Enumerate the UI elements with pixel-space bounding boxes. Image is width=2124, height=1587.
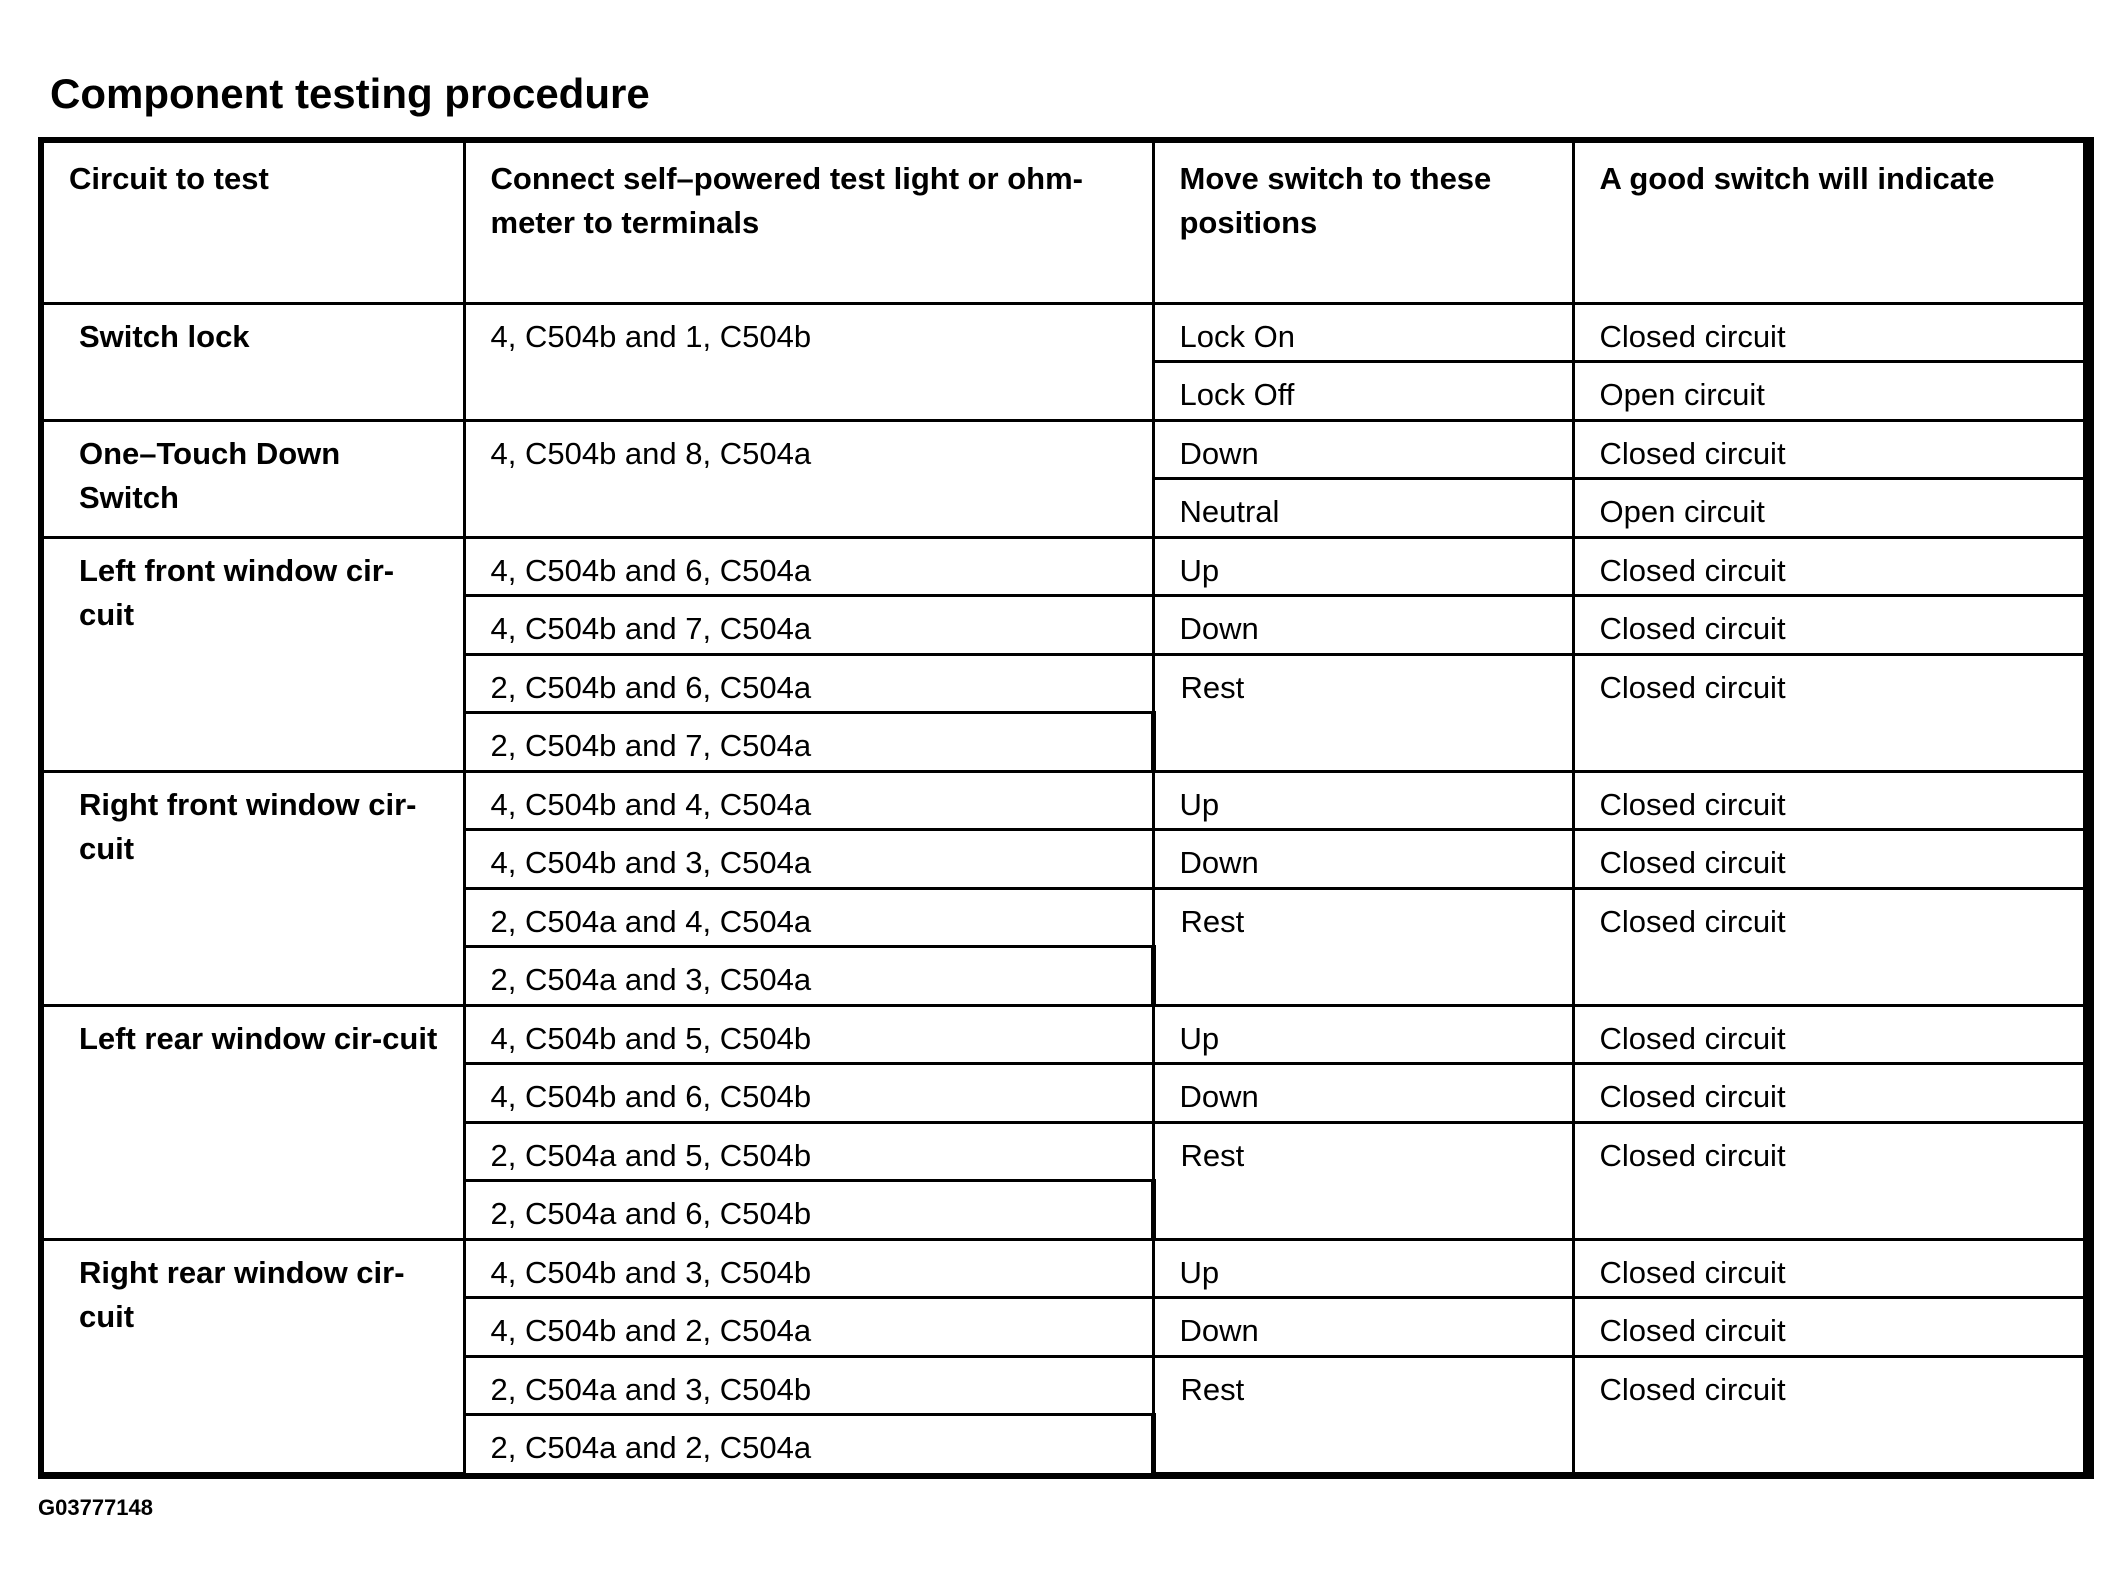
header-indication: A good switch will indicate [1573,143,2086,303]
header-positions: Move switch to these positions [1153,143,1573,303]
indication-cell: Closed circuit [1573,303,2086,362]
terminal-cell: 2, C504b and 6, C504a [464,654,1153,713]
indication-cell: Closed circuit [1573,888,2086,1005]
circuit-cell: Right rear window cir-cuit [44,1239,464,1473]
position-cell: Up [1153,1239,1573,1298]
position-cell: Neutral [1153,479,1573,538]
position-cell: Rest [1153,1122,1573,1239]
circuit-cell: Switch lock [44,303,464,420]
terminal-cell: 2, C504a and 4, C504a [464,888,1153,947]
position-cell: Up [1153,537,1573,596]
indication-cell: Closed circuit [1573,1005,2086,1064]
position-cell: Up [1153,771,1573,830]
indication-cell: Open circuit [1573,479,2086,538]
header-circuit: Circuit to test [44,143,464,303]
table-header-row [44,143,2086,303]
terminal-cell: 4, C504b and 2, C504a [464,1298,1153,1357]
terminal-cell: 2, C504a and 3, C504b [464,1356,1153,1415]
terminal-cell: 2, C504a and 2, C504a [464,1415,1153,1474]
circuit-cell: One–Touch Down Switch [44,420,464,537]
indication-cell: Closed circuit [1573,1122,2086,1239]
position-cell: Down [1153,1064,1573,1123]
circuit-cell: Left rear window cir-cuit [44,1005,464,1239]
terminal-cell: 4, C504b and 5, C504b [464,1005,1153,1064]
terminal-cell: 4, C504b and 4, C504a [464,771,1153,830]
position-cell: Lock On [1153,303,1573,362]
terminal-cell: 4, C504b and 6, C504b [464,1064,1153,1123]
indication-cell: Closed circuit [1573,1356,2086,1473]
figure-id: G03777148 [38,1495,153,1520]
terminal-cell: 2, C504b and 7, C504a [464,713,1153,772]
position-cell: Lock Off [1153,362,1573,421]
table-row [44,771,2086,830]
component-testing-table [44,143,2088,1475]
indication-cell: Closed circuit [1573,420,2086,479]
indication-cell: Open circuit [1573,362,2086,421]
table-row [44,303,2086,362]
indication-cell: Closed circuit [1573,771,2086,830]
table-row [44,1239,2086,1298]
terminal-cell: 4, C504b and 1, C504b [464,303,1153,420]
position-cell: Up [1153,1005,1573,1064]
table-row [44,1005,2086,1064]
terminal-cell: 2, C504a and 5, C504b [464,1122,1153,1181]
position-cell: Down [1153,420,1573,479]
terminal-cell: 4, C504b and 3, C504a [464,830,1153,889]
indication-cell: Closed circuit [1573,1239,2086,1298]
indication-cell: Closed circuit [1573,596,2086,655]
terminal-cell: 4, C504b and 3, C504b [464,1239,1153,1298]
page-title: Component testing procedure [50,70,650,117]
terminal-cell: 2, C504a and 6, C504b [464,1181,1153,1240]
terminal-cell: 4, C504b and 7, C504a [464,596,1153,655]
circuit-cell: Left front window cir-cuit [44,537,464,771]
table-row [44,420,2086,479]
circuit-cell: Right front window cir-cuit [44,771,464,1005]
terminal-cell: 4, C504b and 8, C504a [464,420,1153,537]
terminal-cell: 2, C504a and 3, C504a [464,947,1153,1006]
indication-cell: Closed circuit [1573,654,2086,771]
header-terminals: Connect self–powered test light or ohm-meter to terminals [464,143,1153,303]
indication-cell: Closed circuit [1573,830,2086,889]
position-cell: Down [1153,596,1573,655]
terminal-cell: 4, C504b and 6, C504a [464,537,1153,596]
indication-cell: Closed circuit [1573,1298,2086,1357]
position-cell: Down [1153,1298,1573,1357]
position-cell: Rest [1153,1356,1573,1473]
indication-cell: Closed circuit [1573,1064,2086,1123]
position-cell: Down [1153,830,1573,889]
position-cell: Rest [1153,888,1573,1005]
indication-cell: Closed circuit [1573,537,2086,596]
table-row [44,537,2086,596]
position-cell: Rest [1153,654,1573,771]
testing-table-frame [38,137,2094,1479]
